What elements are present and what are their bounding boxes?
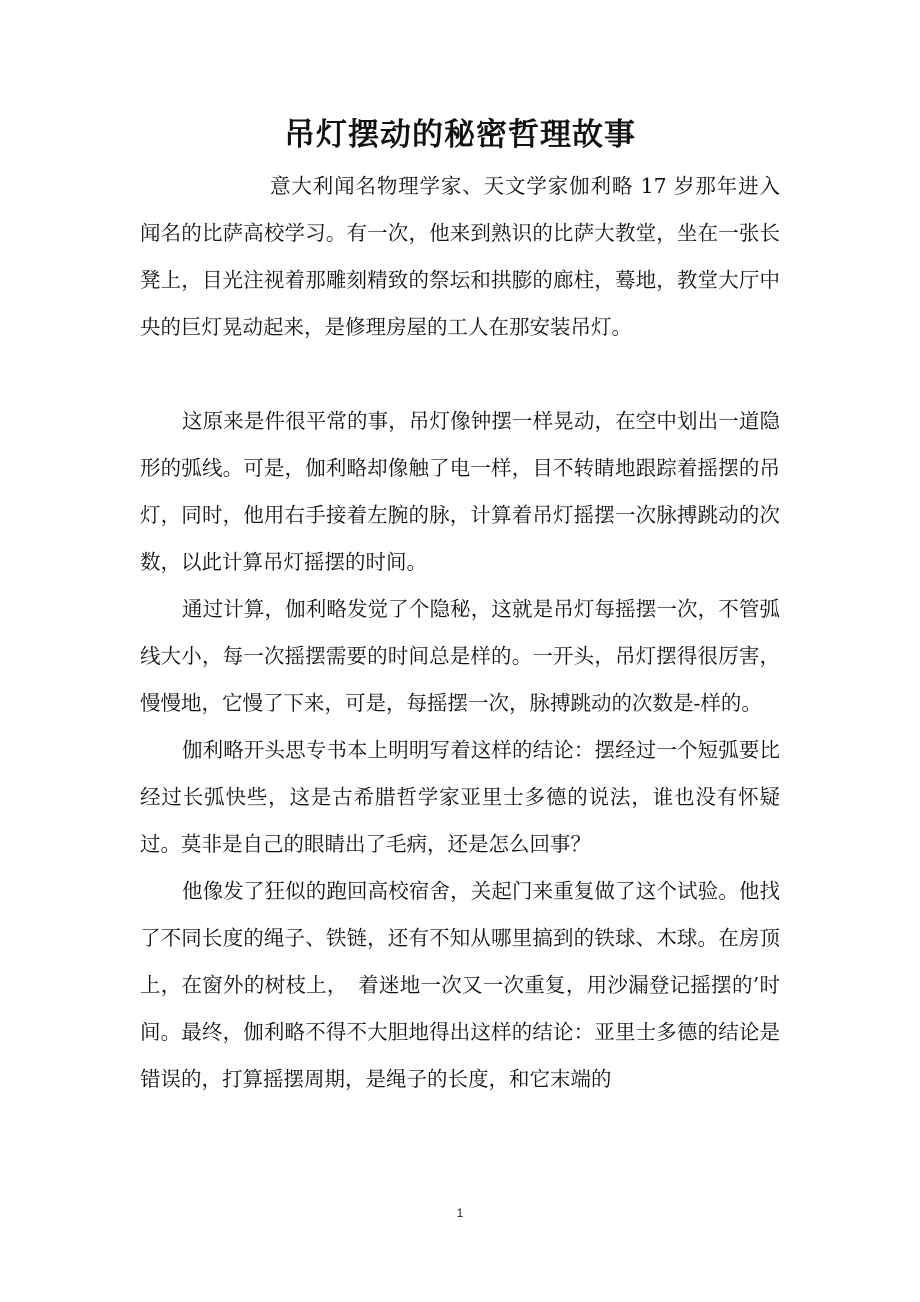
paragraph: 通过计算，伽利略发觉了个隐秘，这就是吊灯每摇摆一次，不管弧线大小，每一次摇摆需要的时间总是样的。一开头，吊灯摆得很厉害，慢慢地，它慢了下来，可是，每摇摆一次，脉搏跳动的次数是-样的。	[140, 597, 780, 715]
paragraph: 这原来是件很平常的事，吊灯像钟摆一样晃动，在空中划出一道隐形的弧线。可是，伽利略却像触了电一样，目不转睛地跟踪着摇摆的吊灯，同时，他用右手接着左腕的脉，计算着吊灯摇摆一次脉搏跳动的次数，以此计算吊灯摇摆的时间。	[140, 409, 780, 574]
paragraph: 意大利闻名物理学家、天文学家伽利略 17 岁那年进入闻名的比萨高校学习。有一次，他来到熟识的比萨大教堂，坐在一张长凳上，目光注视着那雕刻精致的祭坛和拱膨的廊柱，蓦地，教堂大厅中央的巨灯晃动起来，是修理房屋的工人在那安装吊灯。	[140, 174, 780, 339]
document-title: 吊灯摆动的秘密哲理故事	[284, 117, 636, 153]
page-number: 1	[456, 1206, 464, 1220]
paragraph: 伽利略开头思专书本上明明写着这样的结论：摆经过一个短弧要比经过长弧快些，这是古希腊哲学家亚里士多德的说法，谁也没有怀疑过。莫非是自己的眼睛出了毛病，还是怎么回事？	[140, 738, 780, 856]
paragraph: 他像发了狂似的跑回高校宿舍，关起门来重复做了这个试验。他找了不同长度的绳子、铁链，还有不知从哪里搞到的铁球、木球。在房顶上，在窗外的树枝上， 着迷地一次又一次重复，用沙漏登记摇摆的’时间。最终，伽利略不得不大胆地得出这样的结论：亚里士多德的结论是错误的，打算摇摆周期，是绳子的长度，和它末端的	[140, 879, 780, 1091]
document-body	[140, 163, 780, 1103]
